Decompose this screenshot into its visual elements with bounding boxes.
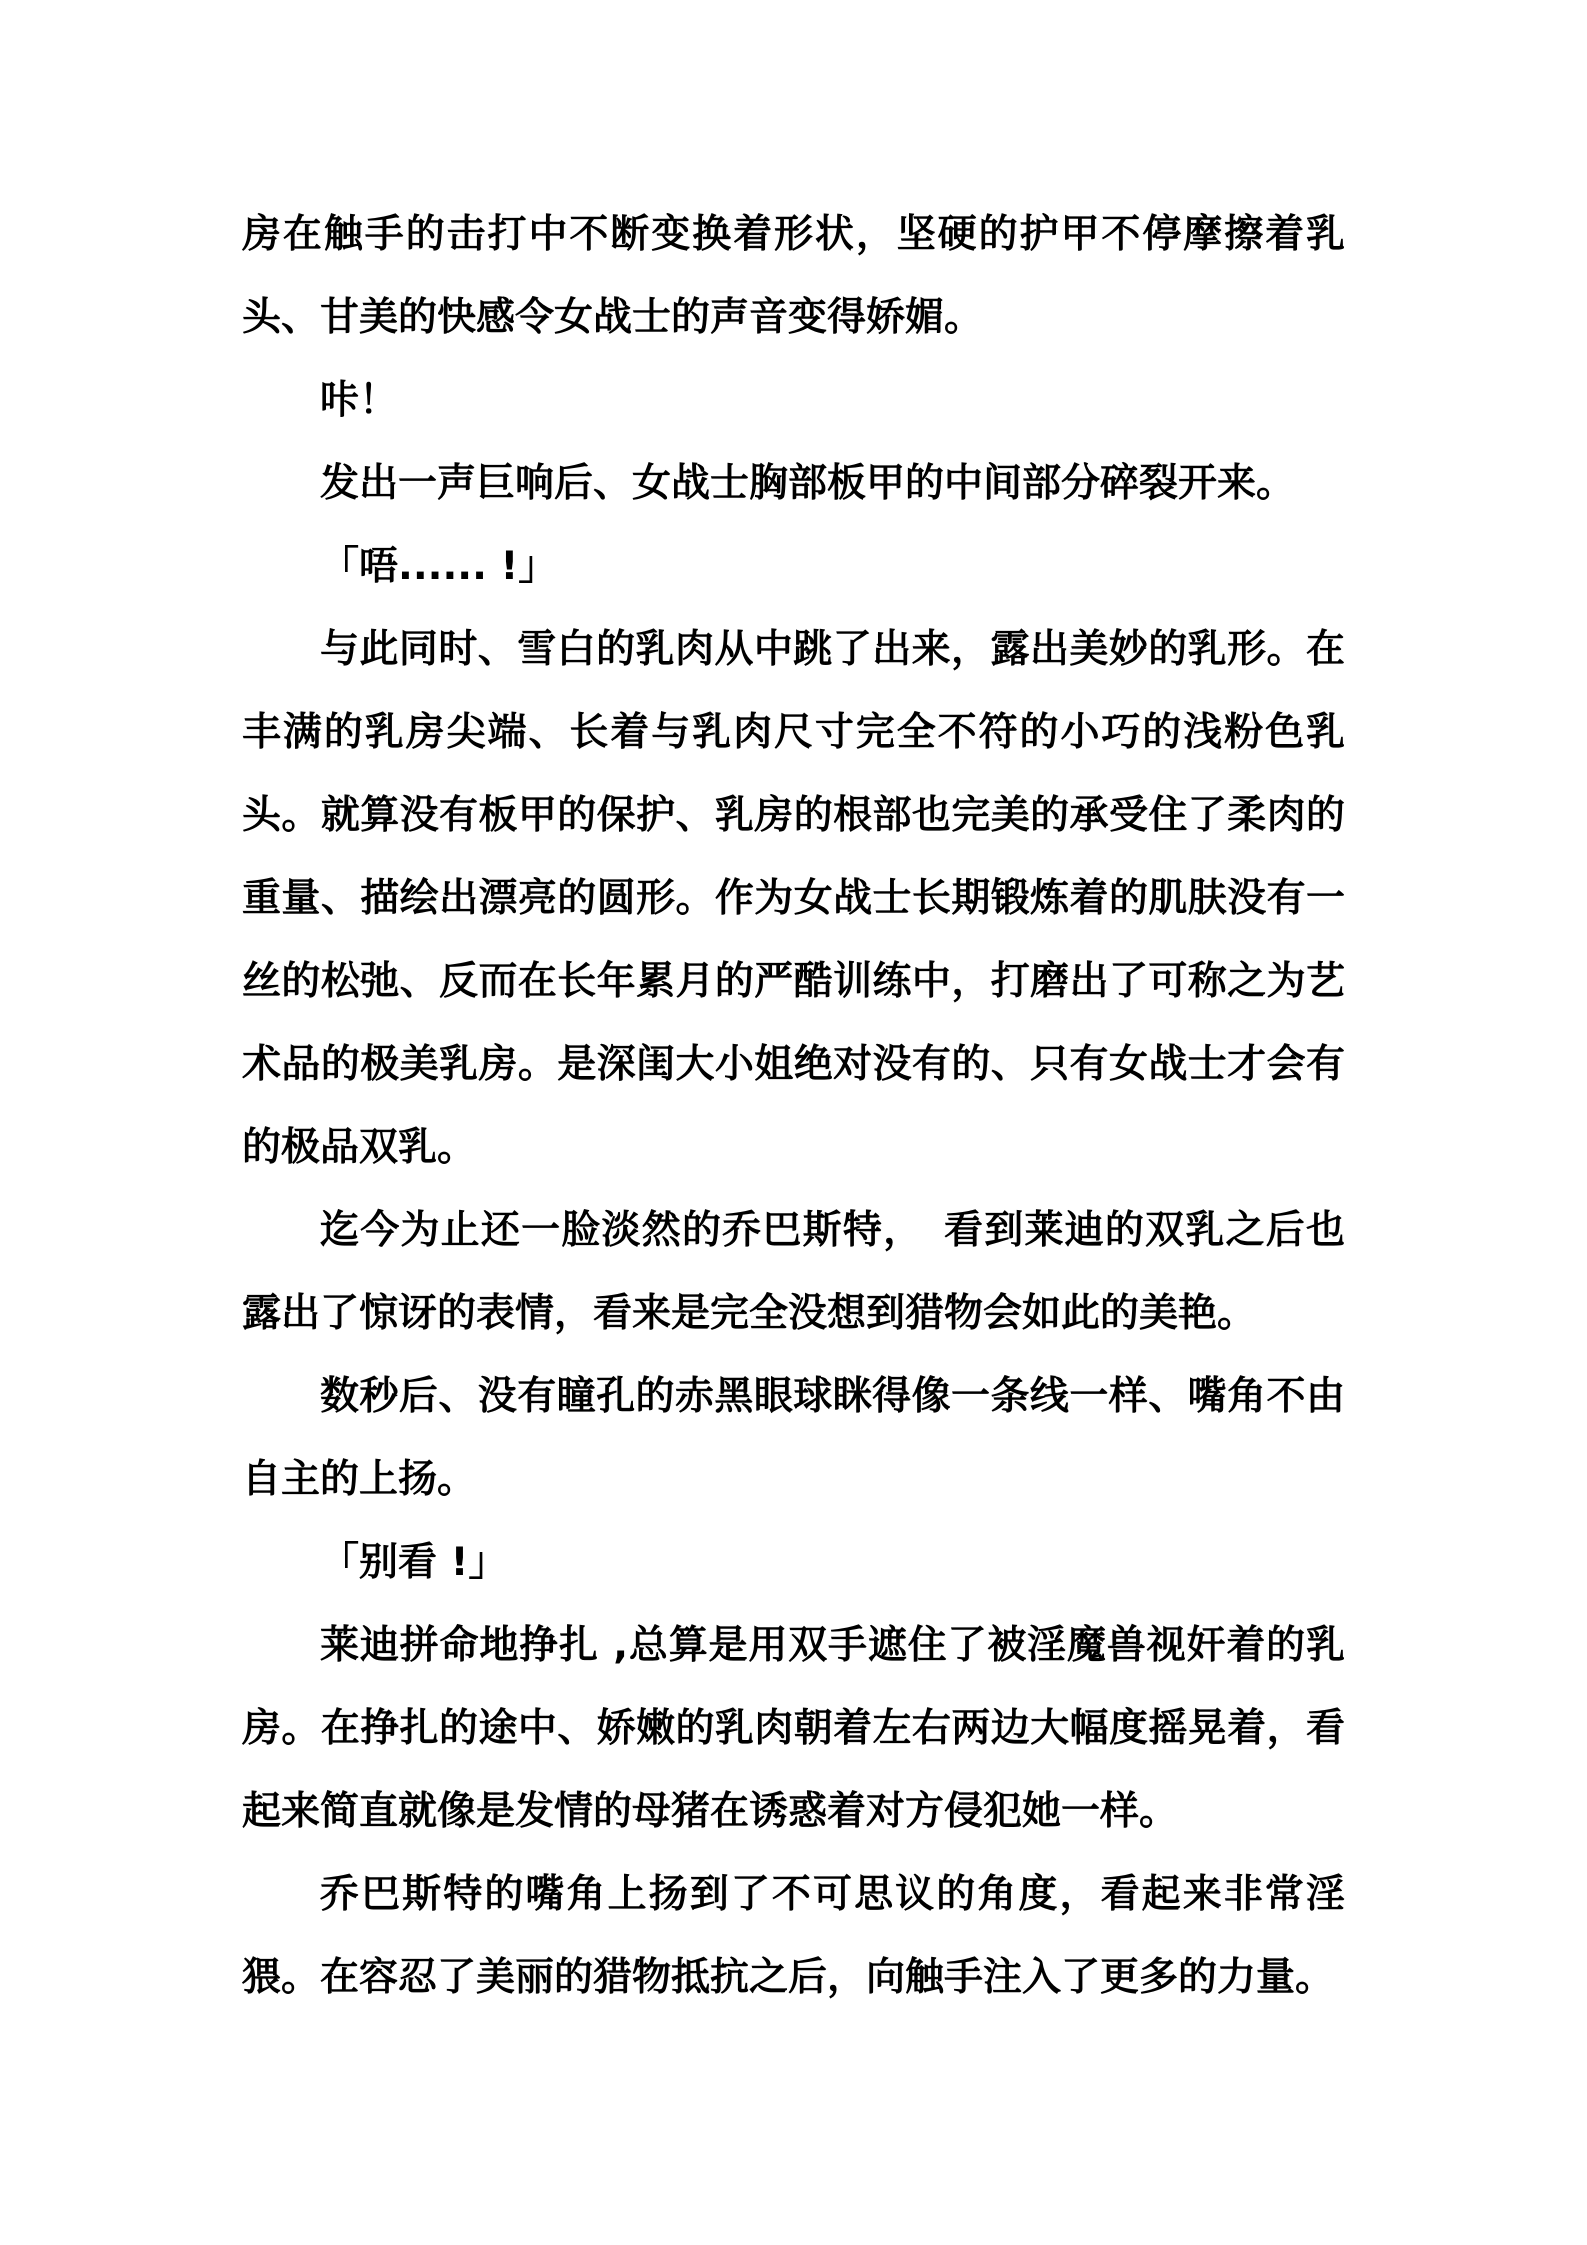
- text-line: 发出一声巨响后、女战士胸部板甲的中间部分碎裂开来。: [320, 461, 1296, 506]
- text-line: 丰满的乳房尖端、长着与乳肉尺寸完全不符的小巧的浅粉色乳: [242, 710, 1345, 755]
- text-line: 术品的极美乳房。是深闺大小姐绝对没有的、只有女战士才会有: [242, 1042, 1345, 1087]
- text-line: 「唔...... !」: [320, 544, 558, 589]
- text-line: 房。在挣扎的途中、娇嫩的乳肉朝着左右两边大幅度摇晃着，看: [242, 1706, 1345, 1751]
- text-line: 莱迪拼命地挣扎 ,总算是用双手遮住了被淫魔兽视奸着的乳: [320, 1623, 1345, 1668]
- text-line: 露出了惊讶的表情，看来是完全没想到猎物会如此的美艳。: [242, 1291, 1257, 1336]
- text-line: 自主的上扬。: [242, 1457, 477, 1502]
- text-line: 乔巴斯特的嘴角上扬到了不可思议的角度，看起来非常淫: [320, 1872, 1345, 1917]
- text-line: 房在触手的击打中不断变换着形状，坚硬的护甲不停摩擦着乳: [242, 212, 1345, 257]
- text-line: 头、甘美的快感令女战士的声音变得娇媚。: [242, 295, 984, 340]
- text-line: 数秒后、没有瞳孔的赤黑眼球眯得像一条线一样、嘴角不由: [320, 1374, 1345, 1419]
- text-line: 丝的松弛、反而在长年累月的严酷训练中，打磨出了可称之为艺: [242, 959, 1345, 1004]
- page-text: [242, 193, 1345, 2019]
- text-line: 猥。在容忍了美丽的猎物抵抗之后，向触手注入了更多的力量。: [242, 1955, 1335, 2000]
- text-line: 的极品双乳。: [242, 1125, 477, 1170]
- text-line: 「别看 !」: [320, 1540, 508, 1585]
- text-line: 头。就算没有板甲的保护、乳房的根部也完美的承受住了柔肉的: [242, 793, 1345, 838]
- text-line: 起来简直就像是发情的母猪在诱惑着对方侵犯她一样。: [242, 1789, 1179, 1834]
- text-line: 与此同时、雪白的乳肉从中跳了出来，露出美妙的乳形。在: [320, 627, 1345, 672]
- text-line: 迄今为止还一脸淡然的乔巴斯特， 看到莱迪的双乳之后也: [320, 1208, 1345, 1253]
- text-line: 咔！: [320, 378, 399, 423]
- text-line: 重量、描绘出漂亮的圆形。作为女战士长期锻炼着的肌肤没有一: [242, 876, 1345, 921]
